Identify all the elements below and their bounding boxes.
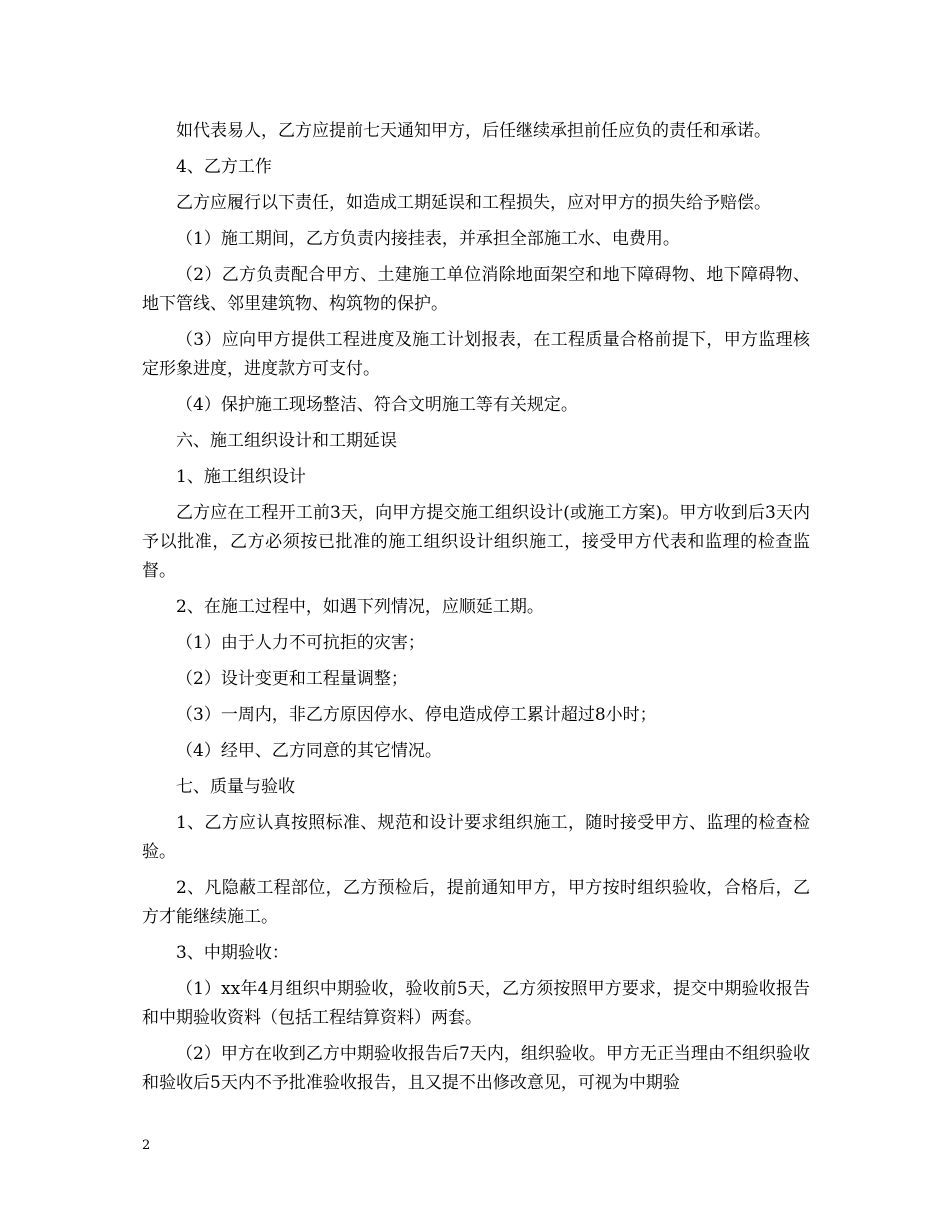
- paragraph: 2、在施工过程中，如遇下列情况，应顺延工期。: [176, 597, 544, 617]
- chapter-heading: 七、质量与验收: [176, 777, 295, 797]
- list-item: （3）应向甲方提供工程进度及施工计划报表，在工程质量合格前提下，甲方监理核定形象进度，进度款方可支付。: [142, 330, 810, 379]
- list-item: （1）施工期间，乙方负责内接挂表，并承担全部施工水、电费用。: [176, 229, 680, 249]
- list-item: （4）保护施工现场整洁、符合文明施工等有关规定。: [176, 395, 578, 415]
- paragraph: 乙方应履行以下责任，如造成工期延误和工程损失，应对甲方的损失给予赔偿。: [176, 193, 771, 213]
- paragraph: 如代表易人，乙方应提前七天通知甲方，后任继续承担前任应负的责任和承诺。: [176, 121, 771, 141]
- list-item: （1）xx年4月组织中期验收，验收前5天，乙方须按照甲方要求，提交中期验收报告和中期验收资料（包括工程结算资料）两套。: [142, 979, 810, 1028]
- list-item: （1）由于人力不可抗拒的灾害；: [176, 633, 425, 653]
- document-body: [142, 117, 810, 1105]
- paragraph: 1、乙方应认真按照标准、规范和设计要求组织施工，随时接受甲方、监理的检查检验。: [142, 813, 810, 862]
- paragraph: 乙方应在工程开工前3天，向甲方提交施工组织设计(或施工方案)。甲方收到后3天内予以批准，乙方必须按已批准的施工组织设计组织施工，接受甲方代表和监理的检查监督。: [142, 503, 810, 581]
- page-number: 2: [142, 1138, 151, 1153]
- list-item: （2）乙方负责配合甲方、土建施工单位消除地面架空和地下障碍物、地下障碍物、地下管线、邻里建筑物、构筑物的保护。: [142, 265, 810, 314]
- list-item: （4）经甲、乙方同意的其它情况。: [176, 741, 442, 761]
- paragraph: 2、凡隐蔽工程部位，乙方预检后，提前通知甲方，甲方按时组织验收，合格后，乙方才能继续施工。: [142, 878, 810, 927]
- list-item: （2）甲方在收到乙方中期验收报告后7天内，组织验收。甲方无正当理由不组织验收和验收后5天内不予批准验收报告，且又提不出修改意见，可视为中期验: [142, 1044, 810, 1093]
- list-item: （2）设计变更和工程量调整；: [176, 669, 408, 689]
- section-heading: 1、施工组织设计: [176, 467, 306, 487]
- section-heading: 3、中期验收：: [176, 943, 289, 963]
- list-item: （3）一周内，非乙方原因停水、停电造成停工累计超过8小时；: [176, 705, 657, 725]
- section-heading: 4、乙方工作: [176, 157, 272, 177]
- chapter-heading: 六、施工组织设计和工期延误: [176, 431, 397, 451]
